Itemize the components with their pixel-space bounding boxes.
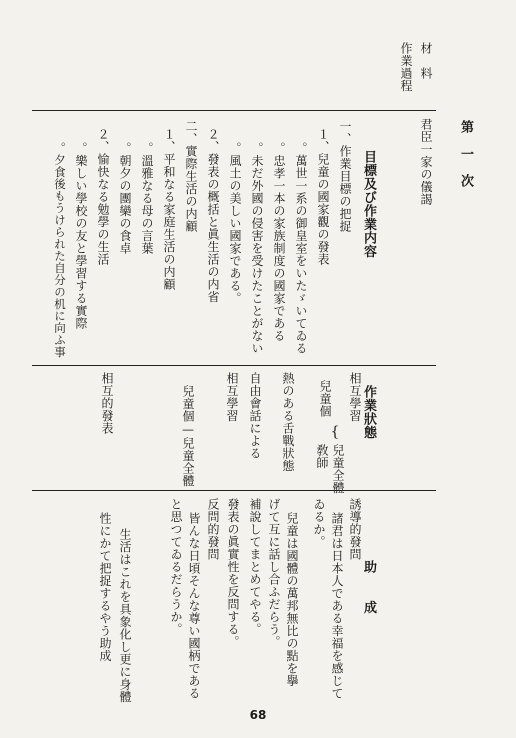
- state-item: 相互學習: [348, 372, 362, 422]
- aid-line: 補說してまとめてやる。: [248, 498, 262, 636]
- aid-line: 諸君は日本人である幸福を感じて: [330, 512, 344, 700]
- state-item: 兒童個—兒童全體: [181, 385, 195, 487]
- process-label: 作業過程: [399, 42, 413, 92]
- content-line: 。朝夕の團欒の食卓: [118, 142, 132, 255]
- aid-line: 性にかて把捉するやう助成: [98, 512, 112, 662]
- state-item: 相互的發表: [100, 372, 114, 435]
- aid-line: 反問的發問: [206, 498, 220, 561]
- state-item: 敎師: [315, 444, 329, 469]
- aid-line: 誘導的發問: [348, 498, 362, 561]
- state-item: 自由會話による: [248, 372, 262, 460]
- state-item: 熱のある舌戰狀態: [281, 372, 295, 472]
- aid-line: 生活はこれを具象化し更に身體: [118, 528, 132, 703]
- content-line: 。樂しい學校の友と學習する實際: [74, 142, 88, 330]
- content-line: 一、作業目標の把捉: [338, 120, 352, 233]
- material-value: 君臣一家の儀謁: [419, 118, 433, 206]
- aid-line: 兒童は國體の萬邦無比の點を擧: [285, 512, 299, 687]
- chapter-title: 第 一 次: [458, 120, 473, 188]
- content-line: １、兒童の國家觀の發表: [316, 128, 330, 266]
- content-line: 二、實際生活の内顧: [184, 120, 198, 233]
- content-line: 。夕食後もうけられた自分の机に向ふ事: [53, 142, 67, 358]
- content-line: 。風土の美しい國家である。: [228, 142, 242, 305]
- state-brace: {: [327, 424, 343, 441]
- content-line: ２、發表の概括と眞生活の内省: [206, 128, 220, 303]
- content-line: ２、愉快なる勉學の生活: [96, 128, 110, 266]
- aid-column-title: 助 成: [361, 560, 376, 614]
- content-line: １、平和なる家庭生活の内顧: [162, 128, 176, 291]
- content-line: 。萬世一系の御皇室をいたゞいてゐる: [294, 142, 308, 355]
- divider-middle: [32, 365, 436, 366]
- state-column-title: 作業狀態: [361, 385, 376, 439]
- content-column-title: 目標及び作業内容: [361, 150, 376, 258]
- aid-line: 皆んな日頃そんな尊い國柄である: [187, 512, 201, 700]
- divider-lower: [32, 490, 436, 491]
- material-label: 材 料: [419, 42, 433, 80]
- state-item: 相互學習: [225, 372, 239, 422]
- content-line: 。未だ外國の侵害を受けたことがない: [250, 142, 264, 355]
- page-number: 68: [249, 708, 267, 722]
- state-item: 兒童個: [318, 380, 332, 418]
- aid-line: と思つてゐるだらうか。: [169, 498, 183, 636]
- state-item: 兒童全體: [331, 444, 345, 494]
- content-line: 。溫雅なる母の言葉: [140, 142, 154, 255]
- aid-line: げて互に話し合ふだらう。: [267, 498, 281, 648]
- aid-line: 發表の眞實性を反問する。: [226, 498, 240, 648]
- content-line: 。忠孝一本の家族制度の國家である: [272, 142, 286, 342]
- aid-line: ゐるか。: [312, 498, 326, 548]
- divider-top: [32, 110, 436, 111]
